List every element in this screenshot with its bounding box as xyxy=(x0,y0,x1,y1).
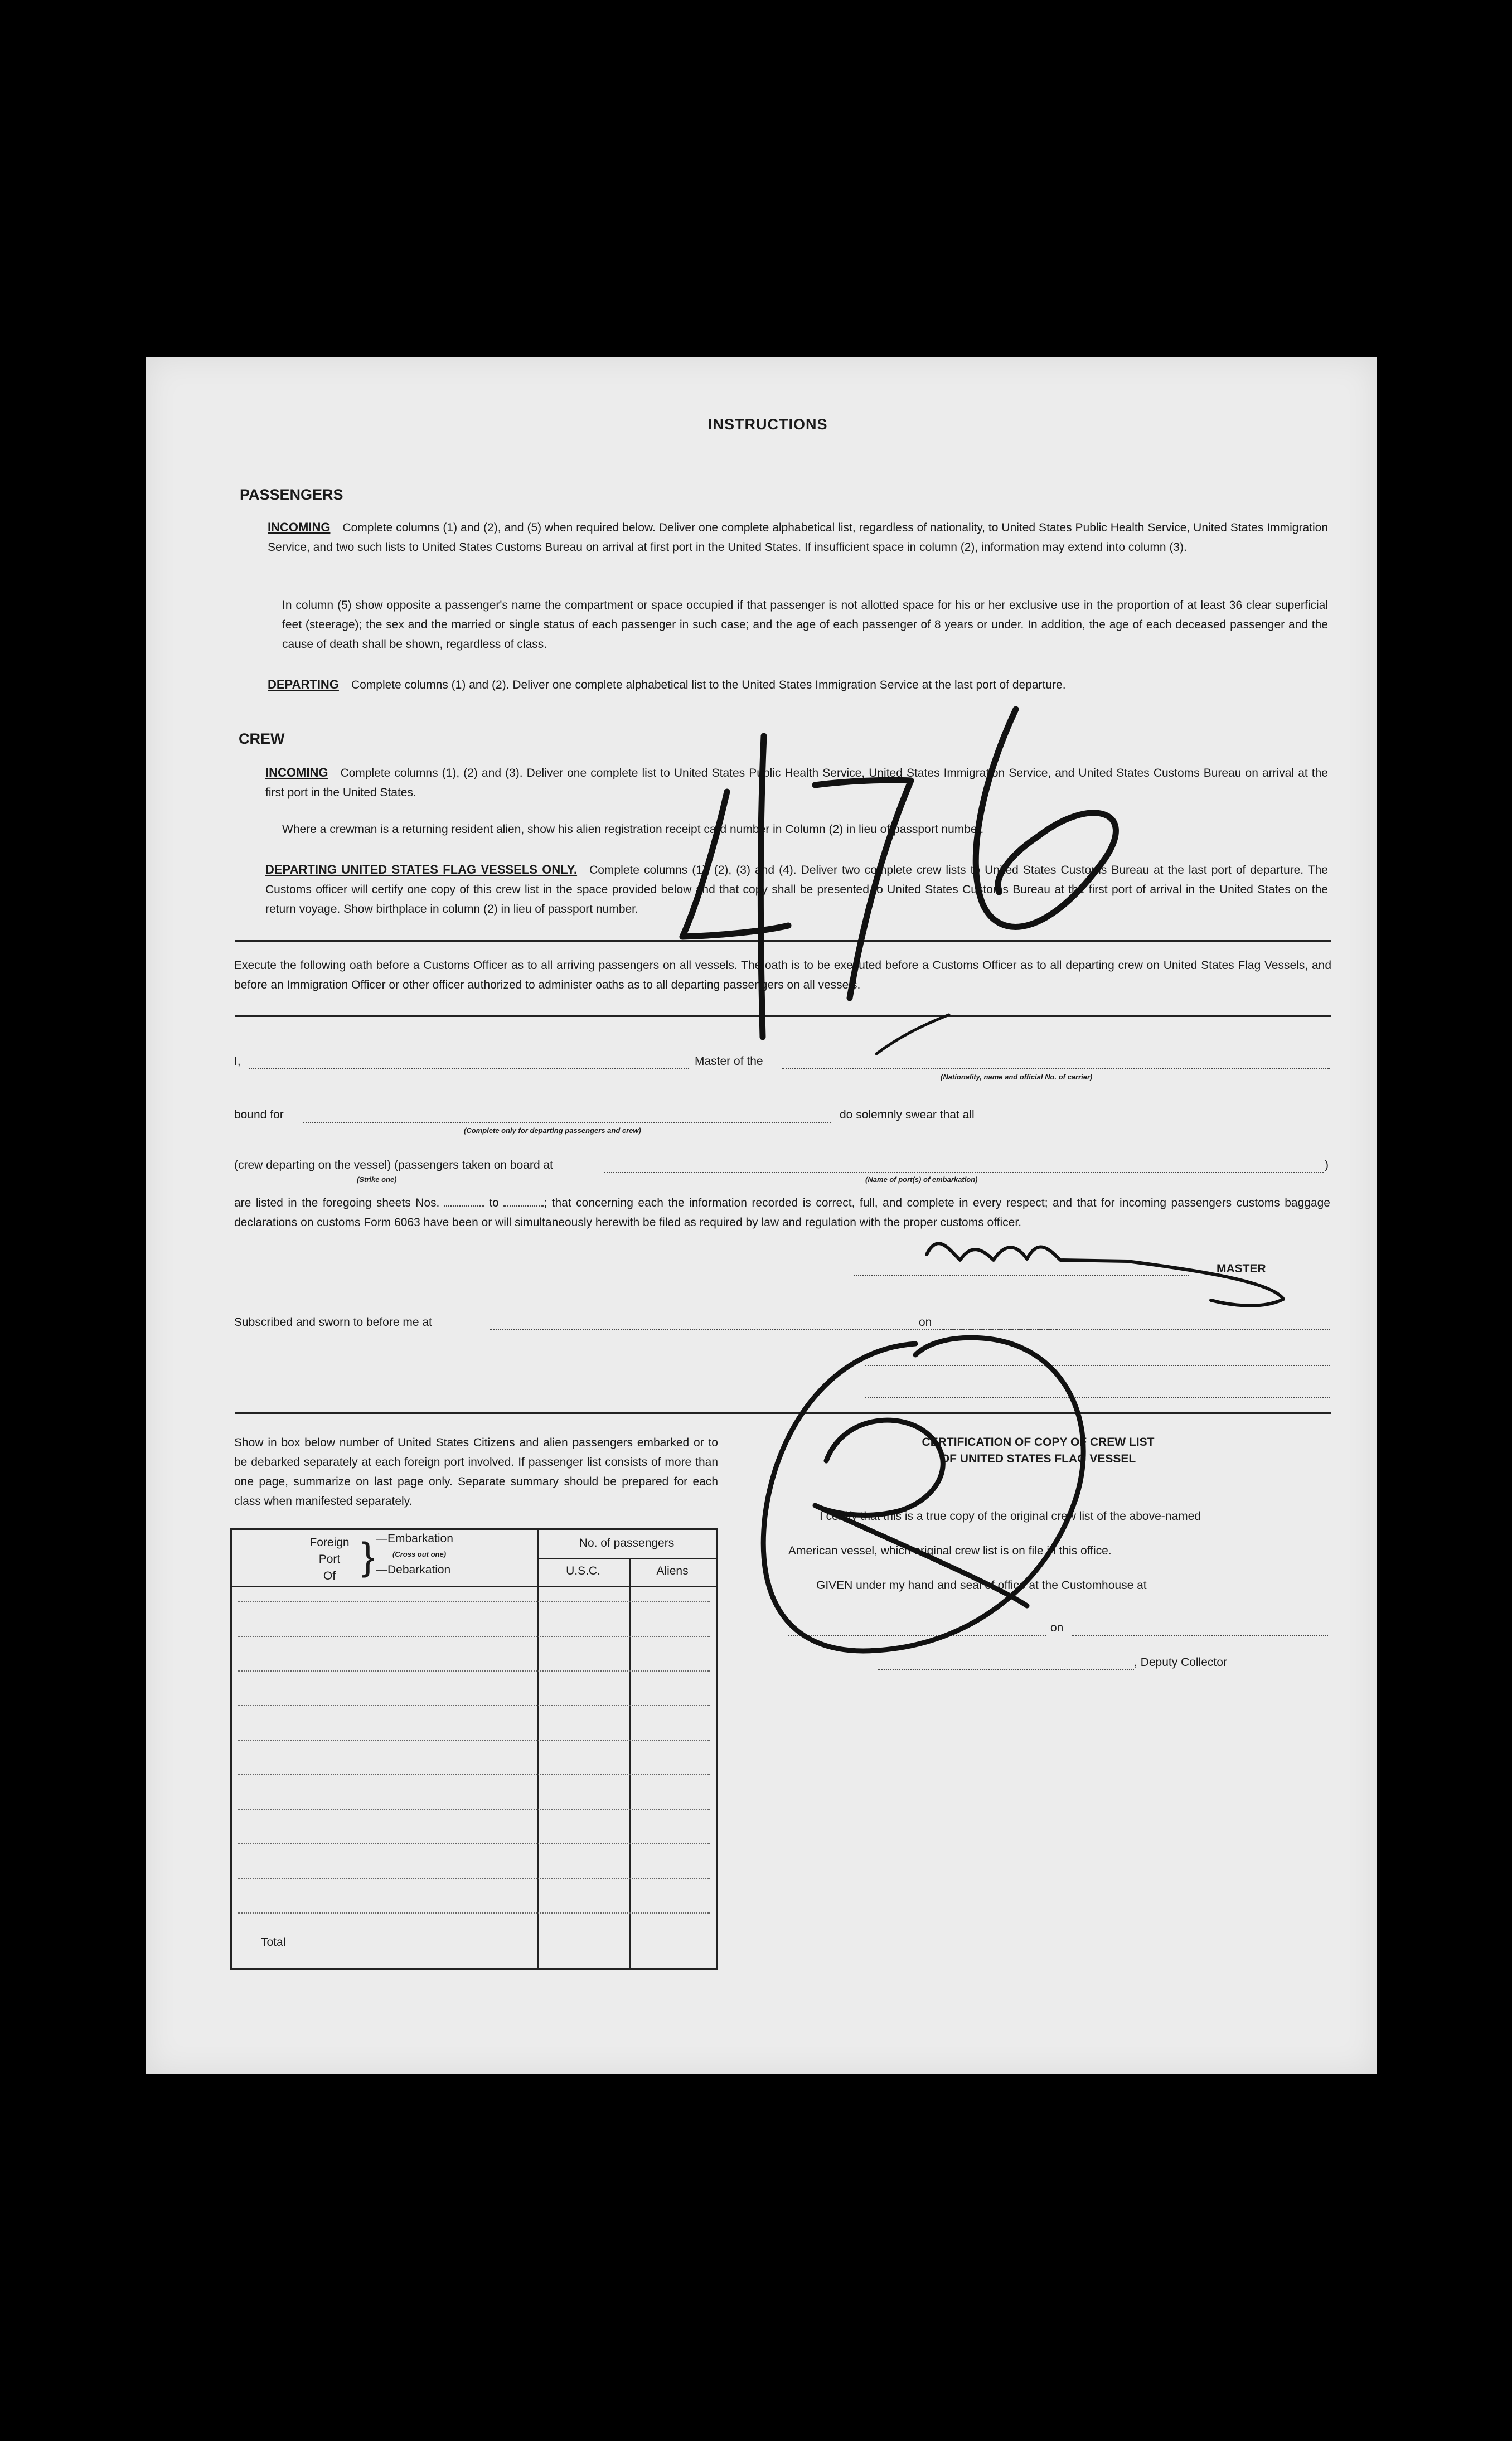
table-row[interactable] xyxy=(238,1601,710,1602)
subscribed-label: Subscribed and sworn to before me at xyxy=(234,1316,432,1329)
listed-paragraph xyxy=(234,1193,1330,1232)
crew-resident-paragraph: Where a crewman is a returning resident alien, show his alien registration receipt card number in Column (2) in lieu of passport number. xyxy=(282,823,984,836)
page-title: INSTRUCTIONS xyxy=(708,416,828,433)
passengers-departing-label: DEPARTING xyxy=(268,677,339,691)
passengers-heading: PASSENGERS xyxy=(240,486,343,503)
crew-heading: CREW xyxy=(239,730,285,747)
oath-i-label: I, xyxy=(234,1055,241,1068)
deputy-collector-field[interactable] xyxy=(878,1669,1134,1670)
carrier-note: (Nationality, name and official No. of carrier) xyxy=(941,1073,1093,1081)
embarkation-label: —Embarkation xyxy=(376,1532,453,1545)
passengers-departing-paragraph xyxy=(268,675,1328,695)
passengers-column5-paragraph: In column (5) show opposite a passenger's name the compartment or space occupied if that passenger is not allotted space for his or her exclusive use in the proportion of at least 36 clear superficial feet (steerage); the sex and the married or single status of each passenger in such case; and the age of each passenger of 8 years or under. In addition, the age of each deceased passenger and the cause of death shall be shown, regardless of class. xyxy=(282,599,1328,651)
listed-text: ; that concerning each the information recorded is correct, full, and complete in every respect; and that for incoming passengers customs baggage declarations on customs Form 6063 have been or will simultaneously herewith be filed as required by law and regulation with the proper customs officer. xyxy=(234,1197,1330,1229)
sworn-date-field[interactable] xyxy=(943,1329,1330,1330)
certify-line-2: American vessel, which original crew list is on file in this office. xyxy=(788,1544,1112,1557)
master-label: MASTER xyxy=(1217,1262,1266,1275)
embarkation-ports-field[interactable] xyxy=(604,1172,1324,1173)
given-on-label: on xyxy=(1050,1621,1064,1634)
table-row[interactable] xyxy=(238,1740,710,1741)
crew-departing-text: Complete columns (1), (2), (3) and (4). Deliver two complete crew lists to United States Customs Bureau at the last port of departure. The Customs officer will certify one copy of this crew list in the space provided below and that copy shall be presented to United States Customs Bureau at the first port of arrival in the United States on the return voyage. Show birthplace in column (2) in lieu of passport number. xyxy=(265,864,1328,916)
sheet-from-field[interactable] xyxy=(444,1205,484,1207)
aliens-header: Aliens xyxy=(656,1565,689,1577)
certification-heading xyxy=(793,1434,1283,1467)
table-column-divider xyxy=(537,1530,539,1968)
passengers-incoming-paragraph xyxy=(268,517,1328,557)
usc-header: U.S.C. xyxy=(566,1565,600,1577)
bound-for-label: bound for xyxy=(234,1108,284,1121)
do-swear-label: do solemnly swear that all xyxy=(840,1108,975,1121)
certify-line-1: I certify that this is a true copy of the original crew list of the above-named xyxy=(820,1510,1201,1523)
crew-incoming-paragraph xyxy=(265,763,1328,802)
carrier-field[interactable] xyxy=(782,1068,1330,1069)
strike-note: (Strike one) xyxy=(357,1175,397,1184)
table-row[interactable] xyxy=(238,1670,710,1672)
certification-heading-line-1: CERTIFICATION OF COPY OF CREW LIST xyxy=(922,1436,1155,1449)
divider xyxy=(235,1412,1331,1414)
crew-departing-paragraph xyxy=(265,860,1328,919)
debarkation-label: —Debarkation xyxy=(376,1563,451,1576)
oath-intro: Execute the following oath before a Customs Officer as to all arriving passengers on all vessels. The oath is to be executed before a Customs Officer as to all departing crew on United States Flag Vessels, and before an Immigration Officer or other officer authorized to administer oaths as to all departing passengers on all vessels. xyxy=(234,959,1331,991)
table-row[interactable] xyxy=(238,1774,710,1775)
given-date-field[interactable] xyxy=(1072,1635,1328,1636)
crew-departing-label: DEPARTING UNITED STATES FLAG VESSELS ONLY. xyxy=(265,863,578,876)
certification-heading-line-2: OF UNITED STATES FLAG VESSEL xyxy=(940,1452,1136,1465)
crew-incoming-text: Complete columns (1), (2) and (3). Deliver one complete list to United States Public Health Service, United States Immigration Service, and United States Customs Bureau on arrival at the first port in the United States. xyxy=(265,767,1328,799)
crew-departing-label-line: (crew departing on the vessel) (passengers taken on board at xyxy=(234,1159,553,1171)
passengers-incoming-label: INCOMING xyxy=(268,520,331,534)
table-column-divider xyxy=(629,1559,631,1968)
foreign-port-label xyxy=(299,1534,360,1585)
close-paren: ) xyxy=(1325,1159,1329,1171)
sworn-on-label: on xyxy=(919,1316,932,1329)
no-of-passengers-header: No. of passengers xyxy=(579,1537,675,1549)
bound-note: (Complete only for departing passengers and crew) xyxy=(464,1126,641,1135)
brace: } xyxy=(361,1534,375,1578)
port-text: Port xyxy=(318,1553,341,1566)
master-name-field[interactable] xyxy=(249,1068,689,1069)
customhouse-field[interactable] xyxy=(788,1635,1046,1636)
master-of-label: Master of the xyxy=(695,1055,763,1068)
cross-out-note: (Cross out one) xyxy=(392,1550,447,1558)
divider xyxy=(235,940,1331,942)
table-row[interactable] xyxy=(238,1636,710,1637)
passenger-summary-table xyxy=(230,1528,718,1970)
given-line: GIVEN under my hand and seal of office at the Customhouse at xyxy=(816,1579,1147,1592)
master-signature-field[interactable] xyxy=(854,1275,1189,1276)
table-row[interactable] xyxy=(238,1809,710,1810)
table-row[interactable] xyxy=(238,1843,710,1844)
officer-field-2[interactable] xyxy=(865,1397,1330,1398)
divider xyxy=(235,1015,1331,1017)
bound-for-field[interactable] xyxy=(303,1122,831,1123)
total-label: Total xyxy=(261,1936,286,1949)
deputy-collector-label: , Deputy Collector xyxy=(1134,1656,1227,1669)
sheet-to-field[interactable] xyxy=(503,1205,544,1207)
document-page xyxy=(146,357,1377,2074)
handwritten-circle xyxy=(763,1338,1083,1651)
passengers-incoming-text: Complete columns (1) and (2), and (5) when required below. Deliver one complete alphabetical list, regardless of nationality, to United States Public Health Service, United States Immigration Service, and two such lists to United States Customs Bureau on arrival at first port in the United States. If insufficient space in column (2), information may extend into column (3). xyxy=(268,521,1328,554)
listed-label: are listed in the foregoing sheets Nos. xyxy=(234,1197,440,1209)
summary-note: Show in box below number of United States Citizens and alien passengers embarked or to be debarked separately at each foreign port involved. If passenger list consists of more than one page, summarize on last page only. Separate summary should be prepared for each class when manifested separately. xyxy=(234,1436,718,1508)
officer-field-1[interactable] xyxy=(865,1365,1330,1366)
passengers-departing-text: Complete columns (1) and (2). Deliver one complete alphabetical list to the United States Immigration Service at the last port of departure. xyxy=(351,679,1066,691)
foreign-text: Foreign xyxy=(309,1536,350,1549)
handwritten-tick xyxy=(876,1015,949,1054)
listed-to-label: to xyxy=(489,1197,499,1209)
of-text: Of xyxy=(323,1570,336,1582)
table-subheader-divider xyxy=(537,1558,716,1559)
table-row[interactable] xyxy=(238,1705,710,1706)
table-row[interactable] xyxy=(238,1878,710,1879)
crew-incoming-label: INCOMING xyxy=(265,766,328,779)
table-row[interactable] xyxy=(238,1912,710,1914)
ports-note: (Name of port(s) of embarkation) xyxy=(865,1175,978,1184)
table-header-divider xyxy=(232,1586,716,1587)
